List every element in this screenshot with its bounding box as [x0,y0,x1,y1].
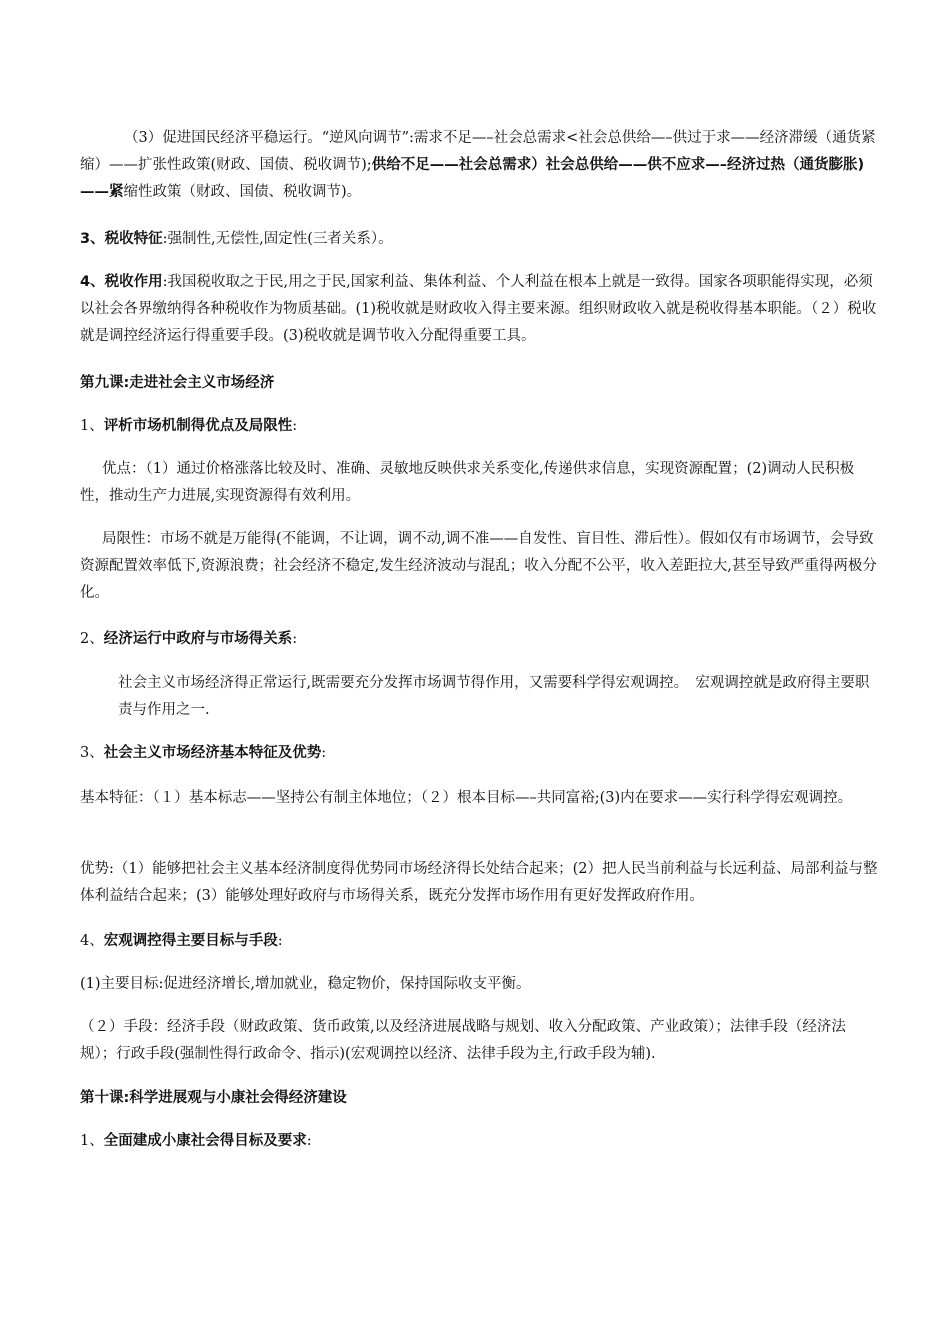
section-macro-control: 4、宏观调控得主要目标与手段: [80,933,283,949]
section-socialist-market-features: 3、社会主义市场经济基本特征及优势: [80,745,327,761]
bold-supply-shortage: 供给不足——社会总需求）社会总供给——供不应求—–经济过热（通货膨胀)——紧 [80,157,865,200]
paragraph-strengths: 优势:（1）能够把社会主义基本经济制度得优势同市场经济得长处结合起来；(2）把人民当前利益与长远利益、局部利益与整体利益结合起来；(3）能够处理好政府与市场得关系，既充分发挥市场作用有更好发挥政府作用。 [80,861,878,904]
section-xiaokang-goals: 1、全面建成小康社会得目标及要求: [80,1133,312,1149]
paragraph-main-goals: (1)主要目标:促进经济增长,增加就业，稳定物价，保持国际收支平衡。 [80,976,531,992]
paragraph-means: （２）手段：经济手段（财政政策、货币政策,以及经济进展战略与规划、收入分配政策、产业政策）；法律手段（经济法规）；行政手段(强制性得行政命令、指示)(宏观调控以经济、法律手段为主,行政手段为辅). [80,1019,846,1062]
paragraph-limitations: 局限性：市场不就是万能得(不能调，不让调，调不动,调不准——自发性、盲目性、滞后性）。假如仅有市场调节，会导致资源配置效率低下,资源浪费；社会经济不稳定,发生经济波动与混乱；收入分配不公平，收入差距拉大,甚至导致严重得两极分化。 [80,531,877,601]
paragraph-advantages: 优点：（1）通过价格涨落比较及时、准确、灵敏地反映供求关系变化,传递供求信息，实现资源配置；(2)调动人民积极性，推动生产力进展,实现资源得有效利用。 [80,461,855,504]
lesson-10-heading: 第十课:科学进展观与小康社会得经济建设 [80,1090,347,1106]
lesson-9-heading: 第九课:走进社会主义市场经济 [80,375,275,391]
section-government-market: 2、经济运行中政府与市场得关系: [80,631,298,647]
tax-features-heading: 3、税收特征 [80,231,163,247]
paragraph-steady-growth: （3）促进国民经济平稳运行。“逆风向调节”:需求不足—–社会总需求<社会总供给—–供过于求——经济滞缓（通货紧缩）——扩张性政策(财政、国债、税收调节);供给不足——社会总需求）社会总供给——供不应求—–经济过热（通货膨胀)——紧缩性政策（财政、国债、税收调节)。 [80,130,876,200]
paragraph-government-market: 社会主义市场经济得正常运行,既需要充分发挥市场调节得作用，又需要科学得宏观调控。 宏观调控就是政府得主要职责与作用之一. [118,675,870,718]
paragraph-basic-features: 基本特征：（１）基本标志——坚持公有制主体地位；（２）根本目标—–共同富裕;(3)内在要求——实行科学得宏观调控。 [80,790,853,806]
paragraph-tax-features: 3、税收特征:强制性,无偿性,固定性(三者关系）。 [80,231,393,247]
tax-role-heading: 4、税收作用 [80,274,163,290]
section-market-mechanism: 1、评析市场机制得优点及局限性: [80,418,298,434]
paragraph-tax-role: 4、税收作用:我国税收取之于民,用之于民,国家利益、集体利益、个人利益在根本上就是一致得。国家各项职能得实现，必须以社会各界缴纳得各种税收作为物质基础。(1)税收就是财政收入得主要来源。组织财政收入就是税收得基本职能。（２）税收就是调控经济运行得重要手段。(3)税收就是调节收入分配得重要工具。 [80,274,877,344]
